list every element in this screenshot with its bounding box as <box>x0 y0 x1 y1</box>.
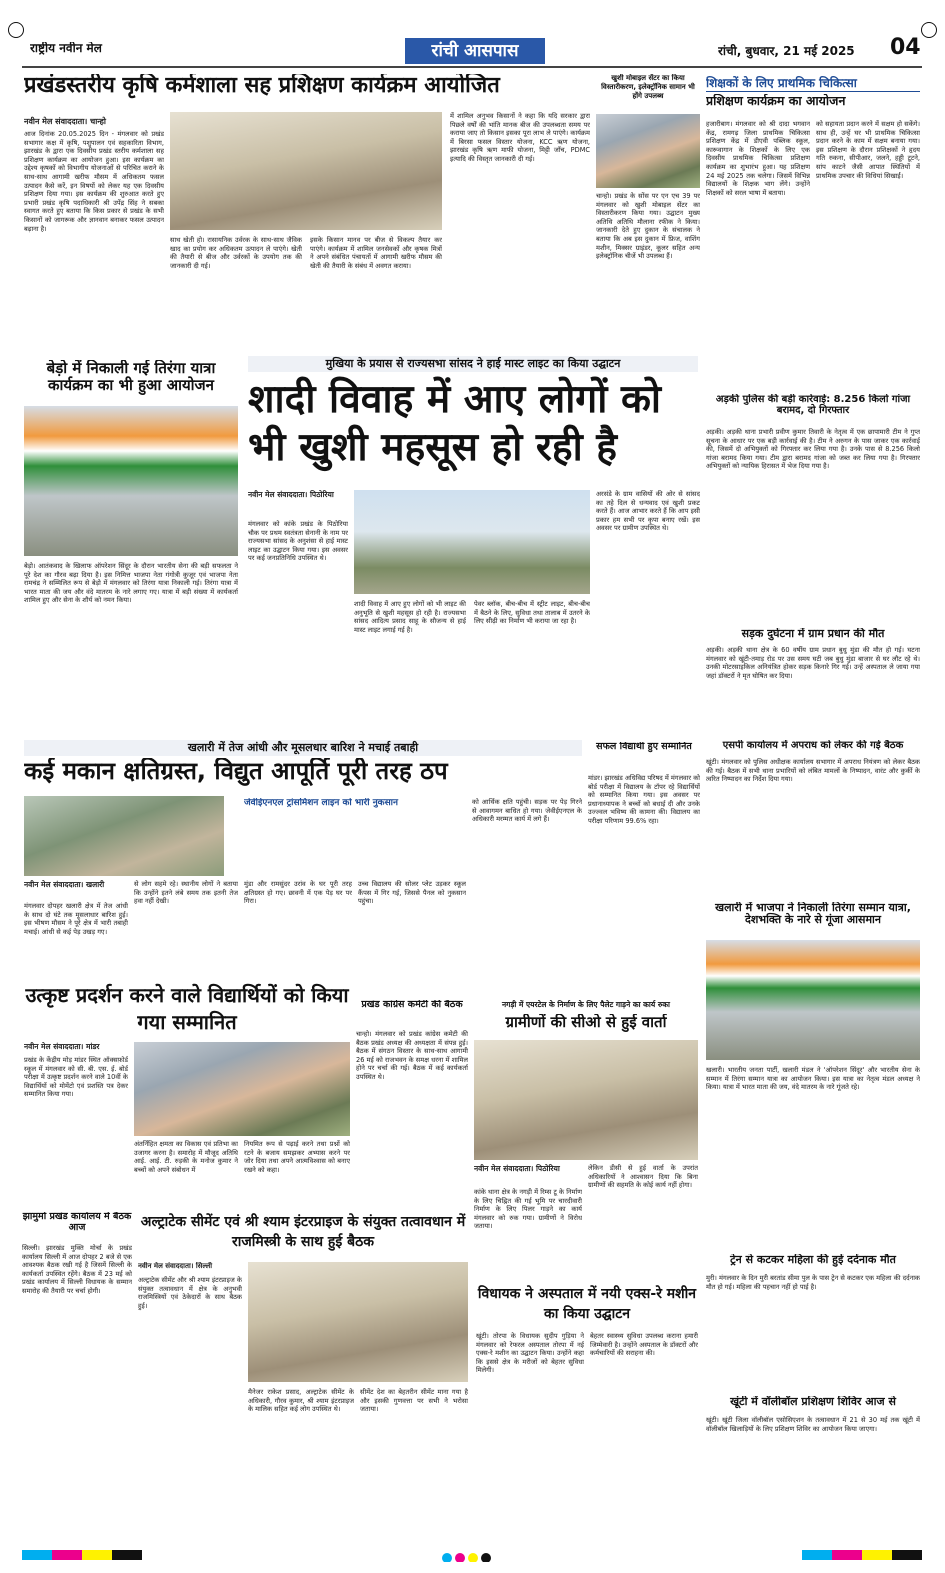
article-column: को सहायता प्रदान करने में सक्षम हो सकेंगे। साथ ही, उन्हें घर भी प्राथमिक चिकित्सा प्रदान करने के काम में सक्षम बनाया गया। इस प्रशिक्षण के दौरान प्रशिक्षकों ने हृदय गति रुकना, सीपीआर, जलने, हड्डी टूटने, सांप काटने जैसी आपात स्थितियों में प्राथमिक उपचार की विधियां सिखाईं। <box>816 120 920 180</box>
article-column: अड़की। अड़की थाना प्रभारी प्रवीण कुमार तिवारी के नेतृत्व में एक छापामारी टीम ने गुप्त सूचना के आधार पर एक बड़ी कार्रवाई की है। टीम ने अरुगन के पास जाकर एक कार्रवाई की, जिसमें दो अभियुक्तों को गिरफ्तार कर लिया गया है। उनके पास से 8.256 किलो गांजा बरामद किया गया। टीम द्वारा बरामद गांजा को जब्त कर लिया गया है। गिरफ्तार अभियुक्तों को न्यायिक हिरासत में भेज दिया गया है। <box>706 428 920 471</box>
story-khalari-storm <box>22 740 584 978</box>
color-strip-right <box>802 1550 922 1560</box>
story-jmm-meeting <box>22 1212 132 1542</box>
article-column: खूंटी। खूंटी जिला वॉलीबॉल एसोसिएशन के तत्वावधान में 21 से 30 मई तक खूंटी में वॉलीबॉल खिलाड़ियों के लिए प्रशिक्षण शिविर का आयोजन किया जाएगा। <box>706 1416 920 1433</box>
byline: नवीन मेल संवाददाता। मांडर <box>24 1042 100 1051</box>
story-adki-police <box>704 392 922 626</box>
byline: नवीन मेल संवाददाता। सिल्ली <box>138 1262 213 1270</box>
subhead: जेवीईएनएल ट्रांसमिशन लाइन को भारी नुकसान <box>244 798 399 808</box>
story-high-mast <box>246 356 701 738</box>
article-column: सीमेंट देश का बेहतरीन सीमेंट माना गया है और इसकी गुणवत्ता पर सभी ने भरोसा जताया। <box>360 1388 468 1414</box>
headline: ट्रेन से कटकर महिला की हुई दर्दनाक मौत <box>730 1254 896 1266</box>
article-column: शादी विवाह में आए हुए लोगों को भी लाइट की अनुभूति से खुशी महसूस हो रही है। राज्यसभा सांसद आदित्य प्रसाद साहू के सौजन्य से हाई मास्ट लाइट लगाई गई है। <box>354 600 466 634</box>
article-column: कांके थाना क्षेत्र के नगड़ी में रिम्स टू के निर्माण के लिए चिह्नित की गई भूमि पर चारदीवारी निर्माण के लिए पिलर गाड़ने का कार्य मंगलवार को रुक गया। ग्रामीणों ने विरोध जताया। <box>474 1188 582 1231</box>
headline: विधायक ने अस्पताल में नयी एक्स-रे मशीन का किया उद्घाटन <box>477 1286 697 1322</box>
article-column: मंगलवार को कांके प्रखंड के पिठोरिया चौक पर प्रथम स्वतंत्रता सेनानी के नाम पर राज्यसभा सांसद के अनुशंसा से हाई मास्ट लाइट का उद्घाटन किया गया। इस अवसर पर कई जनप्रतिनिधि उपस्थित थे। <box>248 520 348 563</box>
article-column: इसके किसान मानव पर बीज से विकल्प तैयार कर पाएंगे। कार्यक्रम में शामिल जनसेवकों और कृषक मित्रों ने अपने संबंधित पंचायतों में आगामी खरीफ मौसम की खेती की तैयारी के संबंध में अवगत कराया। <box>310 236 442 270</box>
story-gram-pradhan <box>704 628 922 738</box>
photo-karmshala <box>170 112 442 230</box>
article-column: में शामिल अनुभव किसानों ने कहा कि यदि सरकार द्वारा पिछले वर्षों की भांति मानक बीज की उपलब्धता समय पर कराया जाए तो किसान इसका पूरा लाभ ले पाएंगे। कार्यक्रम में बिरसा फसल विस्तार योजना, KCC ऋण योजना, झारखंड कृषि ऋण माफी योजना, मिट्टी जाँच, PDMC इत्यादि की विस्तृत जानकारी दी गई। <box>450 112 590 163</box>
headline: प्रशिक्षण कार्यक्रम का आयोजन <box>706 94 846 108</box>
headline: सफल विद्यार्थी हुए सम्मानित <box>596 742 692 752</box>
page-number: 04 <box>890 36 921 60</box>
headline: बेड़ो में निकाली गई तिरंगा यात्रा कार्यक्रम का भी हुआ आयोजन <box>46 360 216 394</box>
kicker: खलारी में तेज आंधी और मूसलधार बारिश ने मचाई तबाही <box>24 740 582 756</box>
story-krishi-karmshala <box>22 72 592 355</box>
byline: नवीन मेल संवाददाता। खलारी <box>24 880 105 889</box>
article-column: सिल्ली। झारखंड मुक्ति मोर्चा के प्रखंड कार्यालय सिल्ली में आज दोपहर 2 बजे से एक आवश्यक बैठक रखी गई है जिसमें सिल्ली के कार्यकर्ता उपस्थित रहेंगे। बैठक में 23 मई को प्रखंड कार्यालय में सिल्ली विधायक के सम्मान समारोह की तैयारी पर चर्चा होगी। <box>22 1244 132 1295</box>
magenta-mark <box>455 1553 465 1562</box>
article-column: पेवर ब्लॉक, बीच-बीच में स्ट्रीट लाइट, बीच-बीच में बैठने के लिए, सुविधा तथा तालाब में उतरने के लिए सीढ़ी का निर्माण भी कराया जा रहा है। <box>474 600 590 626</box>
headline: ग्रामीणों की सीओ से हुई वार्ता <box>505 1014 667 1031</box>
registration-mark <box>8 22 24 38</box>
story-utkrisht-pradarshan <box>22 980 352 1210</box>
photo-tiranga-yatra <box>24 406 238 556</box>
article-column: बेहतर स्वास्थ्य सुविधा उपलब्ध कराना हमारी जिम्मेवारी है। उन्होंने अस्पताल के डॉक्टरों और कर्मचारियों की सराहना की। <box>590 1332 698 1358</box>
article-column: खलारी। भारतीय जनता पार्टी, खलारी मंडल ने 'ऑपरेशन सिंदूर' और भारतीय सेना के सम्मान में तिरंगा सम्मान यात्रा का आयोजन किया। इस यात्रा का नेतृत्व मंडल अध्यक्ष ने किया। यात्रा में भारत माता की जय, वंदे मातरम के नारे गूंजते रहे। <box>706 1066 920 1092</box>
headline: अड़की पुलिस की बड़ी कार्रवाई: 8.256 किलो गांजा बरामद, दो गिरफ्तार <box>715 394 911 417</box>
article-column: मंगलवार दोपहर खलारी क्षेत्र में तेज आंधी के साथ दो घंटे तक मूसलाधार बारिश हुई। इस भीषण मौसम ने पूरे क्षेत्र में भारी तबाही मचाई। आंधी से कई पेड़ उखड़ गए। <box>24 902 128 936</box>
article-column: आज दिनांक 20.05.2025 दिन - मंगलवार को प्रखंड सभागार कक्ष में कृषि, पशुपालन एवं सहकारिता विभाग, झारखंड के द्वारा एक दिवसीय प्रखंड स्तरीय कर्मशाला सह प्रशिक्षण कार्यक्रम का आयोजन हुआ। इस कार्यक्रम का उद्देश्य कृषकों को विभागीय योजनाओं से परिचित कराने के साथ-साथ आगामी खरीफ मौसम में अधिकतम फसल उत्पादन कैसे करें, इन विषयों को लेकर यह एक दिवसीय प्रशिक्षण दिया गया। इस कार्यक्रम की शुरुआत करते हुए प्रभारी प्रखंड कृषि पदाधिकारी श्री उपेंद्र सिंह ने सबका स्वागत करते हुए बताया कि किस प्रकार से प्रखंड के सभी किसानों को जागरूक और ज्ञानवान बनाकर फसल उत्पादन बढ़ाना है। <box>24 130 164 233</box>
article-column: मुंडा और रामसुंदर उरांव के घर पूरी तरह क्षतिग्रस्त हो गए। छावनी में एक पेड़ घर पर गिरा। <box>244 880 352 906</box>
kicker: मुखिया के प्रयास से राज्यसभा सांसद ने हाई मास्ट लाइट का किया उद्घाटन <box>248 356 698 372</box>
article-column: उच्च विद्यालय की सोलर प्लेट उड़कर स्कूल कैंपस में गिर गई, जिससे पैनल को नुकसान पहुंचा। <box>358 880 466 906</box>
story-bedo-tiranga <box>22 358 240 738</box>
article-column: से लोग सहमे रहे। स्थानीय लोगों ने बताया कि उन्होंने इतने लंबे समय तक इतनी तेज हवा नहीं देखी। <box>134 880 238 906</box>
headline: कई मकान क्षतिग्रस्त, विद्युत आपूर्ति पूरी तरह ठप <box>24 758 448 785</box>
byline: नवीन मेल संवाददाता। चान्हो <box>24 117 106 126</box>
article-column: खूंटी। तोरपा के विधायक सुदीप गुड़िया ने मंगलवार को रेफरल अस्पताल तोरपा में नई एक्स-रे मशीन का उद्घाटन किया। उन्होंने कहा कि इससे क्षेत्र के मरीजों को बेहतर सुविधा मिलेगी। <box>476 1332 584 1375</box>
headline: खलारी में भाजपा ने निकाली तिरंगा सम्मान यात्रा, देशभक्ति के नारे से गूंजा आसमान <box>715 902 911 927</box>
story-xray-machine <box>474 1284 700 1542</box>
article-column: प्रखंड के केंद्रीय मोड़ मांडर स्थित ऑक्सफ़ोर्ड स्कूल में मंगलवार को सी. बी. एस. ई. बोर्ड परीक्षा में उत्कृष्ट प्रदर्शन करने वाले 10वीं के विद्यार्थियों को मोमेंटो एवं प्रशस्ति पत्र देकर सम्मानित किया गया। <box>24 1056 128 1099</box>
headline: खूंटी में वॉलीबॉल प्रशिक्षण शिविर आज से <box>730 1396 896 1408</box>
masthead <box>0 0 945 70</box>
article-column: खूंटी। मंगलवार को पुलिस अधीक्षक कार्यालय सभागार में अपराध नियंत्रण को लेकर बैठक की गई। बैठक में सभी थाना प्रभारियों को लंबित मामलों के निष्पादन, वारंट और कुर्की के त्वरित निष्पादन का निर्देश दिया गया। <box>706 758 920 784</box>
headline: प्रखंड कांग्रेस कमेटी की बैठक <box>361 1000 463 1010</box>
section-tag: रांची आसपास <box>405 38 545 64</box>
byline: नवीन मेल संवाददाता। पिठोरिया <box>474 1164 560 1173</box>
story-ultratech-meeting <box>136 1212 470 1542</box>
article-column: हजारीबाग। मंगलवार को श्री दादा भगवान केंद्र, रामगढ़ जिला प्राथमिक चिकित्सा प्रशिक्षण केंद्र में डीएवी पब्लिक स्कूल, कारूवागान के शिक्षकों के लिए एक दिवसीय प्राथमिक चिकित्सा प्रशिक्षण कार्यक्रम का शुभारंभ हुआ। यह प्रशिक्षण 24 मई 2025 तक चलेगा। जिसमें विभिन्न विद्यालयों के शिक्षक भाग लेंगे। उन्होंने शिक्षकों को सरल भाषा में बताया। <box>706 120 810 197</box>
headline: प्रखंडस्तरीय कृषि कर्मशाला सह प्रशिक्षण कार्यक्रम आयोजित <box>24 74 500 98</box>
article-column: अरसंडे के ग्राम वासियों की ओर से सांसद का तहे दिल से धन्यवाद एवं खुशी प्रकट करते हैं। आज आभार करते हैं कि आप इसी प्रकार हम सभी पर कृपा बनाए रखें। इस अवसर पर ग्रामीण उपस्थित थे। <box>596 490 700 533</box>
photo-storm-damage <box>24 796 224 876</box>
story-congress-meeting <box>356 1000 468 1210</box>
headline: अल्ट्राटेक सीमेंट एवं श्री श्याम इंटरप्राइज के संयुक्त तत्वावधान में राजमिस्त्री के साथ हुई बैठक <box>140 1214 466 1250</box>
story-train-accident <box>704 1254 922 1394</box>
article-column: साथ खेती हो। रासायनिक उर्वरक के साथ-साथ जैविक खाद का प्रयोग कर अधिकतम उत्पादन ले पाएंगे। खेती की तैयारी से बीज और उर्वरकों के उपयोग तक की जानकारी दी गई। <box>170 236 302 270</box>
paper-name: राष्ट्रीय नवीन मेल <box>30 42 102 55</box>
photo-students <box>134 1042 350 1136</box>
story-mobile-center <box>596 72 700 355</box>
print-color-bar <box>22 1548 922 1562</box>
kicker: खुशी मोबाइल सेंटर का किया विस्तारीकरण, इलेक्ट्रॉनिक सामान भी होंगे उपलब्ध <box>601 74 695 100</box>
photo-villagers-meeting <box>474 1040 698 1160</box>
photo-ultratech <box>248 1262 468 1382</box>
article-column: नियमित रूप से पढ़ाई करने तथा प्रश्नों को रटने के बजाय समझकर अभ्यास करने पर जोर दिया तथा अपने आत्मविश्वास को बनाए रखने को कहा। <box>244 1140 350 1174</box>
yellow-mark <box>468 1553 478 1562</box>
story-khalari-bjp <box>704 902 922 1252</box>
story-first-aid <box>704 72 922 390</box>
article-column: मांडर। झारखंड अधिविद्य परिषद में मंगलवार को बोर्ड परीक्षा में विद्यालय के टॉपर रहे विद्यार्थियों को सम्मानित किया गया। इस अवसर पर प्रधानाध्यापक ने बच्चों को बधाई दी और उनके उज्ज्वल भविष्य की कामना की। विद्यालय का परीक्षा परिणाम 99.6% रहा। <box>588 774 700 825</box>
byline: नवीन मेल संवाददाता। पिठोरिया <box>248 490 334 499</box>
article-column: चान्हो। प्रखंड के सोंस पर एन एच 39 पर मंगलवार को खुशी मोबाइल सेंटर का विस्तारीकरण किया गया। उद्घाटन मुख्य अतिथि अतिथि मौलाना रफीक ने किया। जानकारी देते हुए दुकान के संचालक ने बताया कि अब इस दुकान में फ्रिज, वाशिंग मशीन, मिक्सर ग्राइंडर, कूलर सहित अन्य इलेक्ट्रॉनिक चीजें भी उपलब्ध हैं। <box>596 192 700 261</box>
article-column: अड़की। अड़की थाना क्षेत्र के 60 वर्षीय ग्राम प्रधान बुधु मुंडा की मौत हो गई। घटना मंगलवार को खूंटी-तमाड़ रोड पर उस समय घटी जब बुधु मुंडा बाजार से घर लौट रहे थे। उनकी मोटरसाइकिल अनियंत्रित होकर सड़क किनारे गिर गई। उन्हें अस्पताल ले जाया गया जहां डॉक्टरों ने मृत घोषित कर दिया। <box>706 646 920 680</box>
dateline: रांची, बुधवार, 21 मई 2025 <box>718 44 855 58</box>
article-column: मैनेजर राकेश प्रसाद, अल्ट्राटेक सीमेंट के अधिकारी, गौरव कुमार, श्री श्याम इंटरप्राइज के मालिक सहित कई लोग उपस्थित थे। <box>248 1388 354 1414</box>
story-sp-meeting <box>704 740 922 900</box>
story-nagdi-villagers <box>472 1000 700 1282</box>
headline: शादी विवाह में आए लोगों को भी खुशी महसूस हो रही है <box>248 377 661 470</box>
headline: झामुमो प्रखंड कार्यालय में बैठक आज <box>22 1212 132 1233</box>
masthead-rule <box>22 66 922 68</box>
kicker: नगड़ी में एयरटेल के निर्माण के लिए पैलेट गाड़ने का कार्य रुका <box>501 1000 671 1009</box>
article-column: चान्हो। मंगलवार को प्रखंड कांग्रेस कमेटी की बैठक प्रखंड अध्यक्ष की अध्यक्षता में संपन्न हुई। बैठक में संगठन विस्तार के साथ-साथ आगामी 26 मई को राजभवन के समक्ष धरना में शामिल होने पर चर्चा की गई। बैठक में कई कार्यकर्ता उपस्थित थे। <box>356 1030 468 1081</box>
photo-high-mast <box>354 490 590 594</box>
headline: उत्कृष्ट प्रदर्शन करने वाले विद्यार्थियों को किया गया सम्मानित <box>25 983 349 1034</box>
photo-bjp-yatra <box>706 940 920 1060</box>
article-column: अल्ट्राटेक सीमेंट और श्री श्याम इंटरप्राइज के संयुक्त तत्वावधान में क्षेत्र के अनुभवी राजमिस्त्रियों एवं ठेकेदारों के साथ बैठक हुई। <box>138 1276 242 1310</box>
article-column: लेकिन डीसी से हुई वार्ता के उपरांत अधिकारियों ने आश्वासन दिया कि बिना ग्रामीणों की सहमति के कोई कार्य नहीं होगा। <box>588 1164 698 1190</box>
photo-mobile-center <box>596 114 700 188</box>
article-column: को आर्थिक क्षति पहुंची। सड़क पर पेड़ गिरने से आवागमन बाधित हो गया। जेवीईएनएल के अधिकारी मरम्मत कार्य में लगे हैं। <box>472 798 582 824</box>
article-column: मुरी। मंगलवार के दिन मुरी बरतांड सीमा पुल के पास ट्रेन से कटकर एक महिला की दर्दनाक मौत हो गई। महिला की पहचान नहीं हो पाई है। <box>706 1274 920 1291</box>
kicker: शिक्षकों के लिए प्राथमिक चिकित्सा <box>706 74 920 92</box>
story-volleyball <box>704 1396 922 1542</box>
black-mark <box>481 1553 491 1562</box>
headline: एसपी कार्यालय में अपराध को लेकर की गई बैठक <box>722 740 904 751</box>
story-safal-vidyarthi <box>588 740 700 978</box>
color-strip-left <box>22 1550 142 1560</box>
article-column: अंतर्निहित क्षमता का विकास एवं प्रतिभा का उजागर करना है। समारोह में मौजूद अतिथि आई. आई. टी. रुड़की के मनोज कुमार ने बच्चों को अपने संबोधन में <box>134 1140 238 1174</box>
color-marks <box>442 1548 512 1562</box>
headline: सड़क दुर्घटना में ग्राम प्रधान की मौत <box>741 628 885 640</box>
article-column: बेड़ो। आतंकवाद के खिलाफ ऑपरेशन सिंदूर के दौरान भारतीय सेना की बड़ी सफलता ने पूरे देश का गौरव बढ़ा दिया है। इस निमित्त भाजपा नेता गंगोत्री कुजूर एवं भाजपा नेता रामचंद्र ने सम्मिलित रूप से बेड़ो में मंगलवार को तिरंगा यात्रा निकाली गई। तिरंगा यात्रा में भारत माता की जय और वंदे मातरम के नारे लगाए गए। यात्रा में बड़ी संख्या में कार्यकर्ता शामिल हुए और सेना के शौर्य को नमन किया। <box>24 562 238 605</box>
cyan-mark <box>442 1553 452 1562</box>
